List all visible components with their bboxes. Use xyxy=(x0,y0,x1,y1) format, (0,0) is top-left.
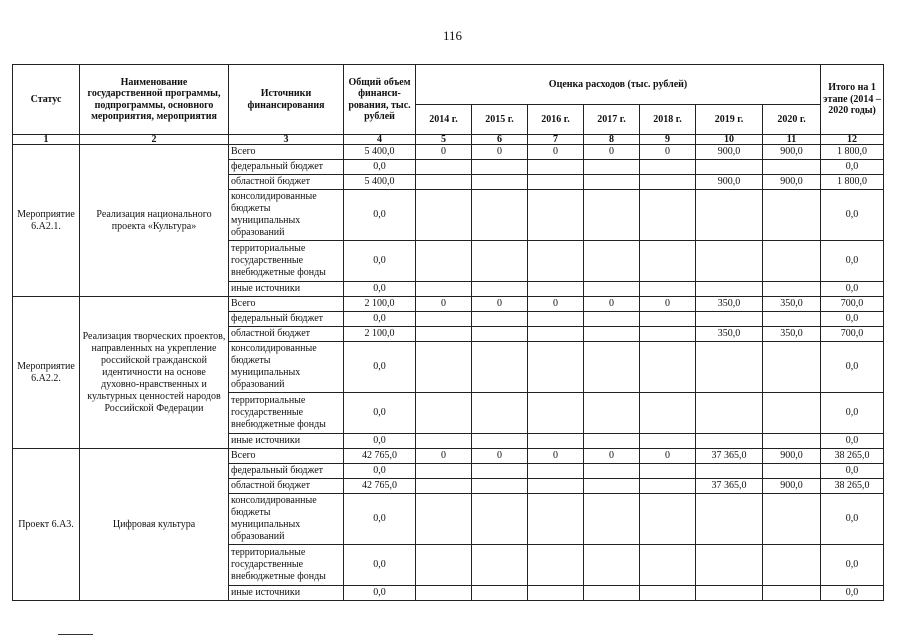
year-value-cell xyxy=(528,545,584,586)
source-cell: территориальные государственные внебюджетные фонды xyxy=(229,393,344,434)
source-cell: консолидированные бюджеты муниципальных образований xyxy=(229,190,344,241)
table-row xyxy=(13,145,884,160)
year-value-cell xyxy=(696,494,763,545)
source-cell: иные источники xyxy=(229,586,344,601)
total-cell: 2 100,0 xyxy=(344,297,416,312)
total-cell: 0,0 xyxy=(344,190,416,241)
column-number: 2 xyxy=(80,135,229,145)
year-value-cell xyxy=(696,342,763,393)
year-value-cell xyxy=(416,393,472,434)
year-value-cell xyxy=(696,393,763,434)
year-value-cell xyxy=(472,586,528,601)
year-value-cell xyxy=(416,342,472,393)
year-value-cell xyxy=(528,393,584,434)
table-row xyxy=(13,297,884,312)
year-value-cell xyxy=(416,282,472,297)
year-value-cell xyxy=(696,241,763,282)
year-value-cell xyxy=(416,545,472,586)
year-value-cell xyxy=(584,479,640,494)
year-value-cell xyxy=(763,464,821,479)
year-value-cell xyxy=(472,464,528,479)
result-cell: 0,0 xyxy=(821,434,884,449)
result-cell: 0,0 xyxy=(821,393,884,434)
year-value-cell xyxy=(472,342,528,393)
name-cell: Цифровая культура xyxy=(80,449,229,601)
source-cell: консолидированные бюджеты муниципальных образований xyxy=(229,494,344,545)
year-value-cell xyxy=(528,160,584,175)
column-number: 6 xyxy=(472,135,528,145)
year-value-cell xyxy=(472,393,528,434)
year-value-cell xyxy=(584,342,640,393)
header-estimate: Оценка расходов (тыс. рублей) xyxy=(416,65,821,105)
year-value-cell xyxy=(640,342,696,393)
source-cell: территориальные государственные внебюджетные фонды xyxy=(229,241,344,282)
status-cell: Проект 6.А3. xyxy=(13,449,80,601)
year-value-cell xyxy=(696,434,763,449)
year-value-cell xyxy=(584,160,640,175)
total-cell: 42 765,0 xyxy=(344,449,416,464)
result-cell: 0,0 xyxy=(821,464,884,479)
header-total: Общий объем финанси-рования, тыс. рублей xyxy=(344,65,416,135)
year-value-cell xyxy=(472,160,528,175)
year-value-cell xyxy=(763,241,821,282)
total-cell: 0,0 xyxy=(344,282,416,297)
year-value-cell: 0 xyxy=(472,449,528,464)
year-value-cell xyxy=(472,175,528,190)
year-value-cell: 0 xyxy=(640,145,696,160)
year-value-cell xyxy=(528,190,584,241)
total-cell: 0,0 xyxy=(344,312,416,327)
year-value-cell xyxy=(472,241,528,282)
year-value-cell: 0 xyxy=(528,297,584,312)
budget-table xyxy=(12,64,884,601)
year-value-cell xyxy=(640,586,696,601)
source-cell: областной бюджет xyxy=(229,327,344,342)
name-cell: Реализация национального проекта «Культура» xyxy=(80,145,229,297)
total-cell: 42 765,0 xyxy=(344,479,416,494)
total-cell: 0,0 xyxy=(344,545,416,586)
year-value-cell: 350,0 xyxy=(763,327,821,342)
result-cell: 1 800,0 xyxy=(821,145,884,160)
status-cell: Мероприятие 6.А2.1. xyxy=(13,145,80,297)
year-value-cell: 350,0 xyxy=(696,297,763,312)
result-cell: 38 265,0 xyxy=(821,449,884,464)
result-cell: 38 265,0 xyxy=(821,479,884,494)
year-value-cell: 0 xyxy=(416,449,472,464)
year-value-cell xyxy=(528,175,584,190)
source-cell: Всего xyxy=(229,297,344,312)
total-cell: 0,0 xyxy=(344,342,416,393)
result-cell: 0,0 xyxy=(821,494,884,545)
year-value-cell xyxy=(763,190,821,241)
year-value-cell xyxy=(640,479,696,494)
year-value-cell xyxy=(472,434,528,449)
total-cell: 0,0 xyxy=(344,464,416,479)
source-cell: Всего xyxy=(229,145,344,160)
column-number: 5 xyxy=(416,135,472,145)
total-cell: 0,0 xyxy=(344,434,416,449)
header-year-2017: 2017 г. xyxy=(584,105,640,135)
header-status: Статус xyxy=(13,65,80,135)
year-value-cell xyxy=(416,494,472,545)
year-value-cell xyxy=(696,282,763,297)
source-cell: иные источники xyxy=(229,282,344,297)
year-value-cell: 0 xyxy=(472,145,528,160)
year-value-cell: 0 xyxy=(416,145,472,160)
total-cell: 0,0 xyxy=(344,586,416,601)
year-value-cell xyxy=(528,464,584,479)
year-value-cell xyxy=(640,545,696,586)
page-number: 116 xyxy=(442,28,463,43)
year-value-cell xyxy=(416,464,472,479)
year-value-cell xyxy=(696,545,763,586)
result-cell: 0,0 xyxy=(821,586,884,601)
year-value-cell xyxy=(763,160,821,175)
year-value-cell xyxy=(763,434,821,449)
year-value-cell: 900,0 xyxy=(763,479,821,494)
year-value-cell xyxy=(584,393,640,434)
source-cell: Всего xyxy=(229,449,344,464)
name-cell: Реализация творческих проектов, направленных на укрепление российской гражданской идентичности на основе духовно-нравственных и культурных ценностей народов Российской Федерации xyxy=(80,297,229,449)
column-number: 7 xyxy=(528,135,584,145)
total-cell: 2 100,0 xyxy=(344,327,416,342)
year-value-cell xyxy=(763,282,821,297)
year-value-cell xyxy=(763,312,821,327)
year-value-cell xyxy=(416,160,472,175)
source-cell: федеральный бюджет xyxy=(229,464,344,479)
year-value-cell xyxy=(528,342,584,393)
result-cell: 700,0 xyxy=(821,327,884,342)
column-number: 8 xyxy=(584,135,640,145)
table-body xyxy=(13,145,884,601)
result-cell: 0,0 xyxy=(821,190,884,241)
year-value-cell xyxy=(640,464,696,479)
year-value-cell xyxy=(528,282,584,297)
total-cell: 0,0 xyxy=(344,494,416,545)
result-cell: 0,0 xyxy=(821,160,884,175)
year-value-cell xyxy=(640,327,696,342)
result-cell: 1 800,0 xyxy=(821,175,884,190)
year-value-cell xyxy=(416,312,472,327)
source-cell: областной бюджет xyxy=(229,479,344,494)
result-cell: 0,0 xyxy=(821,282,884,297)
year-value-cell xyxy=(584,464,640,479)
year-value-cell xyxy=(528,494,584,545)
year-value-cell xyxy=(416,479,472,494)
year-value-cell xyxy=(472,312,528,327)
year-value-cell xyxy=(640,241,696,282)
year-value-cell xyxy=(763,342,821,393)
year-value-cell xyxy=(584,241,640,282)
year-value-cell xyxy=(528,586,584,601)
source-cell: федеральный бюджет xyxy=(229,312,344,327)
year-value-cell: 0 xyxy=(584,145,640,160)
year-value-cell xyxy=(472,479,528,494)
year-value-cell xyxy=(763,494,821,545)
column-number: 3 xyxy=(229,135,344,145)
year-value-cell xyxy=(472,327,528,342)
year-value-cell xyxy=(696,586,763,601)
total-cell: 0,0 xyxy=(344,160,416,175)
year-value-cell xyxy=(640,312,696,327)
source-cell: территориальные государственные внебюджетные фонды xyxy=(229,545,344,586)
year-value-cell xyxy=(416,434,472,449)
source-cell: федеральный бюджет xyxy=(229,160,344,175)
year-value-cell xyxy=(640,282,696,297)
year-value-cell: 0 xyxy=(472,297,528,312)
header-year-2020: 2020 г. xyxy=(763,105,821,135)
year-value-cell: 900,0 xyxy=(763,175,821,190)
source-cell: консолидированные бюджеты муниципальных образований xyxy=(229,342,344,393)
result-cell: 0,0 xyxy=(821,342,884,393)
year-value-cell: 0 xyxy=(528,449,584,464)
year-value-cell xyxy=(763,545,821,586)
year-value-cell xyxy=(416,241,472,282)
year-value-cell xyxy=(472,545,528,586)
footer-rule xyxy=(58,634,93,635)
column-number: 9 xyxy=(640,135,696,145)
total-cell: 0,0 xyxy=(344,241,416,282)
year-value-cell: 0 xyxy=(584,297,640,312)
year-value-cell xyxy=(472,282,528,297)
year-value-cell: 37 365,0 xyxy=(696,479,763,494)
result-cell: 0,0 xyxy=(821,241,884,282)
year-value-cell xyxy=(584,586,640,601)
year-value-cell xyxy=(584,312,640,327)
year-value-cell xyxy=(696,464,763,479)
year-value-cell: 900,0 xyxy=(763,145,821,160)
column-number: 12 xyxy=(821,135,884,145)
year-value-cell xyxy=(416,175,472,190)
year-value-cell xyxy=(640,160,696,175)
result-cell: 0,0 xyxy=(821,312,884,327)
year-value-cell xyxy=(528,434,584,449)
total-cell: 0,0 xyxy=(344,393,416,434)
year-value-cell: 900,0 xyxy=(696,175,763,190)
year-value-cell xyxy=(640,393,696,434)
header-result: Итого на 1 этапе (2014 – 2020 годы) xyxy=(821,65,884,135)
year-value-cell xyxy=(696,160,763,175)
year-value-cell xyxy=(584,545,640,586)
year-value-cell xyxy=(528,241,584,282)
year-value-cell xyxy=(472,190,528,241)
column-number: 11 xyxy=(763,135,821,145)
header-year-2019: 2019 г. xyxy=(696,105,763,135)
year-value-cell xyxy=(584,434,640,449)
year-value-cell xyxy=(528,327,584,342)
year-value-cell xyxy=(763,393,821,434)
column-number: 4 xyxy=(344,135,416,145)
year-value-cell xyxy=(584,175,640,190)
year-value-cell xyxy=(584,494,640,545)
year-value-cell xyxy=(696,312,763,327)
year-value-cell: 900,0 xyxy=(696,145,763,160)
year-value-cell xyxy=(416,190,472,241)
column-number-row xyxy=(13,135,884,145)
year-value-cell xyxy=(640,494,696,545)
header-year-2015: 2015 г. xyxy=(472,105,528,135)
year-value-cell xyxy=(416,327,472,342)
year-value-cell xyxy=(640,434,696,449)
year-value-cell: 350,0 xyxy=(696,327,763,342)
year-value-cell xyxy=(696,190,763,241)
year-value-cell: 0 xyxy=(584,449,640,464)
header-name: Наименование государственной программы, подпрограммы, основного мероприятия, мероприятия xyxy=(80,65,229,135)
year-value-cell xyxy=(584,327,640,342)
year-value-cell: 900,0 xyxy=(763,449,821,464)
year-value-cell: 0 xyxy=(528,145,584,160)
header-year-2016: 2016 г. xyxy=(528,105,584,135)
year-value-cell xyxy=(584,282,640,297)
result-cell: 0,0 xyxy=(821,545,884,586)
column-number: 10 xyxy=(696,135,763,145)
year-value-cell xyxy=(472,494,528,545)
source-cell: областной бюджет xyxy=(229,175,344,190)
year-value-cell xyxy=(416,586,472,601)
year-value-cell: 37 365,0 xyxy=(696,449,763,464)
year-value-cell xyxy=(584,190,640,241)
year-value-cell xyxy=(640,190,696,241)
year-value-cell xyxy=(528,312,584,327)
header-year-2018: 2018 г. xyxy=(640,105,696,135)
total-cell: 5 400,0 xyxy=(344,145,416,160)
header-year-2014: 2014 г. xyxy=(416,105,472,135)
column-number: 1 xyxy=(13,135,80,145)
year-value-cell xyxy=(528,479,584,494)
year-value-cell: 0 xyxy=(640,297,696,312)
year-value-cell xyxy=(763,586,821,601)
status-cell: Мероприятие 6.А2.2. xyxy=(13,297,80,449)
year-value-cell: 0 xyxy=(416,297,472,312)
total-cell: 5 400,0 xyxy=(344,175,416,190)
year-value-cell: 350,0 xyxy=(763,297,821,312)
year-value-cell: 0 xyxy=(640,449,696,464)
table-row xyxy=(13,449,884,464)
header-sources: Источники финансирования xyxy=(229,65,344,135)
source-cell: иные источники xyxy=(229,434,344,449)
result-cell: 700,0 xyxy=(821,297,884,312)
year-value-cell xyxy=(640,175,696,190)
